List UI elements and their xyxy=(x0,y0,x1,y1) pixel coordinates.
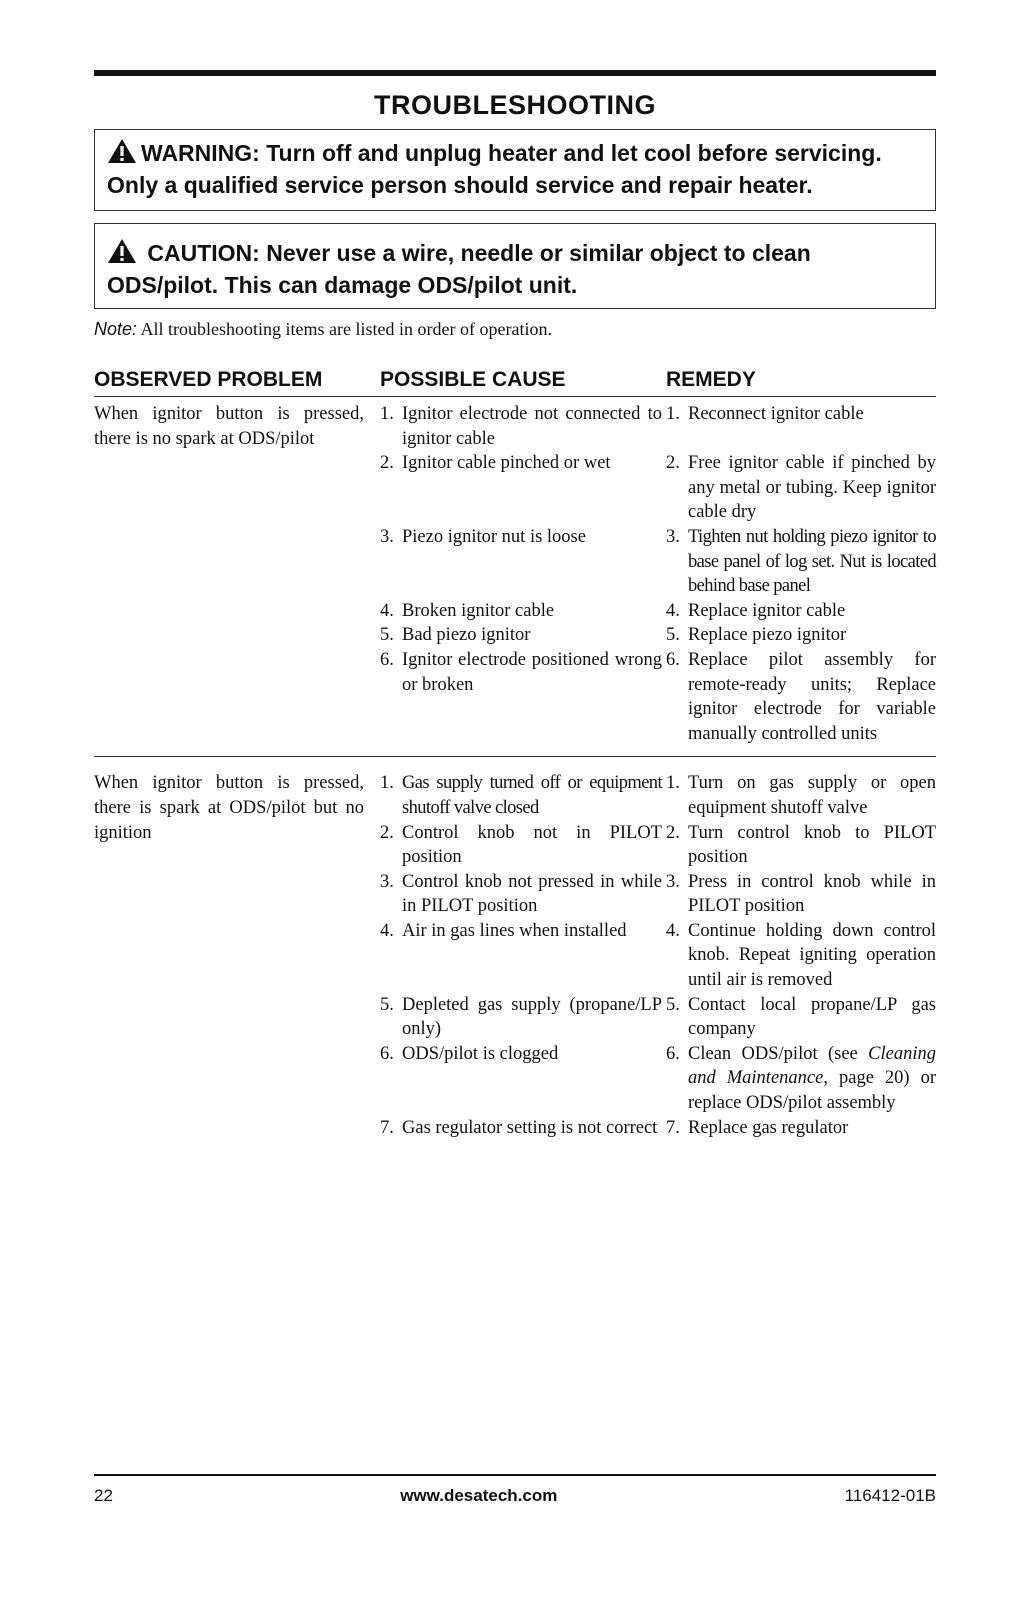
remedy: Turn control knob to PILOT position xyxy=(688,822,936,868)
possible-cause: Depleted gas supply (propane/LP only) xyxy=(402,994,662,1040)
table-row xyxy=(380,1116,936,1141)
item-number: 4. xyxy=(666,920,680,941)
possible-cause: Bad piezo ignitor xyxy=(402,625,531,646)
item-number: 4. xyxy=(666,600,680,621)
item-number: 3. xyxy=(380,871,394,892)
item-number: 6. xyxy=(380,649,394,670)
possible-cause: Gas supply turned off or equipment shutoff valve closed xyxy=(402,773,662,818)
manual-page xyxy=(94,70,936,1140)
table-row xyxy=(380,919,936,993)
remedy: Replace gas regulator xyxy=(688,1117,849,1138)
possible-cause: Control knob not in PILOT position xyxy=(402,822,662,868)
document-number: 116412-01B xyxy=(844,1486,936,1505)
item-number: 6. xyxy=(666,649,680,670)
item-number: 2. xyxy=(380,453,394,474)
possible-cause: Air in gas lines when installed xyxy=(402,920,627,941)
caution-box xyxy=(94,223,936,309)
possible-cause: Control knob not pressed in while in PILOT position xyxy=(402,871,662,917)
item-number: 7. xyxy=(666,1117,680,1138)
note xyxy=(94,319,936,340)
table-row xyxy=(380,993,936,1042)
table-row xyxy=(380,402,936,451)
remedy: Reconnect ignitor cable xyxy=(688,404,864,424)
item-number: 2. xyxy=(380,822,394,843)
item-number: 2. xyxy=(666,453,680,474)
item-number: 4. xyxy=(380,920,394,941)
table-row xyxy=(380,623,936,648)
warning-box xyxy=(94,129,936,211)
remedy: Replace pilot assembly for remote-ready units; Replace ignitor electrode for variable manually controlled units xyxy=(688,649,936,744)
header-observed-problem: OBSERVED PROBLEM xyxy=(94,368,323,391)
warning-triangle-icon xyxy=(107,138,137,171)
remedy: Turn on gas supply or open equipment shutoff valve xyxy=(688,773,936,818)
possible-cause: ODS/pilot is clogged xyxy=(402,1043,559,1064)
item-number: 6. xyxy=(666,1043,680,1064)
website-url: www.desatech.com xyxy=(400,1486,558,1505)
item-number: 2. xyxy=(666,822,680,843)
top-rule xyxy=(94,70,936,76)
table-row xyxy=(380,1042,936,1116)
remedy xyxy=(688,1042,936,1116)
remedy: Free ignitor cable if pinched by any metal or tubing. Keep ignitor cable dry xyxy=(688,453,936,523)
cause-remedy-list xyxy=(380,402,936,746)
table-section xyxy=(94,397,936,757)
page-title: TROUBLESHOOTING xyxy=(374,90,656,120)
item-number: 1. xyxy=(380,404,394,424)
remedy: Replace piezo ignitor xyxy=(688,625,847,646)
remedy: Contact local propane/LP gas company xyxy=(688,994,936,1040)
table-row xyxy=(380,648,936,746)
remedy: Press in control knob while in PILOT position xyxy=(688,871,936,917)
possible-cause: Ignitor cable pinched or wet xyxy=(402,453,611,474)
note-label: Note: xyxy=(94,319,138,339)
table-row xyxy=(380,451,936,525)
possible-cause: Ignitor electrode not connected to ignitor cable xyxy=(402,404,662,449)
table-row xyxy=(380,599,936,624)
bottom-rule xyxy=(94,1474,936,1476)
item-number: 3. xyxy=(666,526,680,547)
page-number: 22 xyxy=(94,1486,113,1505)
item-number: 3. xyxy=(666,871,680,892)
item-number: 1. xyxy=(666,773,680,794)
remedy: Tighten nut holding piezo ignitor to base panel of log set. Nut is located behind base panel xyxy=(688,526,936,597)
header-remedy: REMEDY xyxy=(666,368,756,391)
table-row xyxy=(380,525,936,599)
possible-cause: Gas regulator setting is not correct xyxy=(402,1117,658,1138)
header-possible-cause: POSSIBLE CAUSE xyxy=(380,368,566,391)
cause-remedy-list xyxy=(380,771,936,1140)
item-number: 1. xyxy=(666,404,680,424)
item-number: 5. xyxy=(380,625,394,646)
item-number: 5. xyxy=(666,994,680,1015)
remedy: Replace ignitor cable xyxy=(688,600,846,621)
remedy: Continue holding down control knob. Repeat igniting operation until air is removed xyxy=(688,920,936,991)
item-number: 3. xyxy=(380,526,394,547)
item-number: 1. xyxy=(380,773,394,794)
table-header xyxy=(94,368,936,397)
remedy-text: , page 20) or replace ODS/pilot assembly xyxy=(688,1068,936,1114)
possible-cause: Broken ignitor cable xyxy=(402,600,555,621)
item-number: 5. xyxy=(380,994,394,1015)
warning-triangle-icon xyxy=(107,238,137,271)
table-row xyxy=(380,821,936,870)
item-number: 7. xyxy=(380,1117,394,1138)
item-number: 4. xyxy=(380,600,394,621)
remedy-reference: Cleaning and Maintenance xyxy=(688,1043,936,1089)
table-section xyxy=(94,757,936,1140)
warning-text: WARNING: Turn off and unplug heater and let cool before servicing. Only a qualified service person should service and repair heater. xyxy=(107,140,882,198)
page-footer xyxy=(94,1474,936,1506)
table-row xyxy=(380,870,936,919)
possible-cause: Piezo ignitor nut is loose xyxy=(402,526,586,547)
remedy-text: Clean ODS/pilot (see xyxy=(688,1043,869,1064)
possible-cause: Ignitor electrode positioned wrong or broken xyxy=(402,649,662,695)
caution-text: CAUTION: Never use a wire, needle or similar object to clean ODS/pilot. This can damage ODS/pilot unit. xyxy=(107,240,811,298)
observed-problem: When ignitor button is pressed, there is no spark at ODS/pilot xyxy=(94,404,364,449)
item-number: 6. xyxy=(380,1043,394,1064)
item-number: 5. xyxy=(666,625,680,646)
note-text: All troubleshooting items are listed in order of operation. xyxy=(140,319,552,339)
table-row xyxy=(380,771,936,820)
observed-problem: When ignitor button is pressed, there is spark at ODS/pilot but no ignition xyxy=(94,773,364,843)
